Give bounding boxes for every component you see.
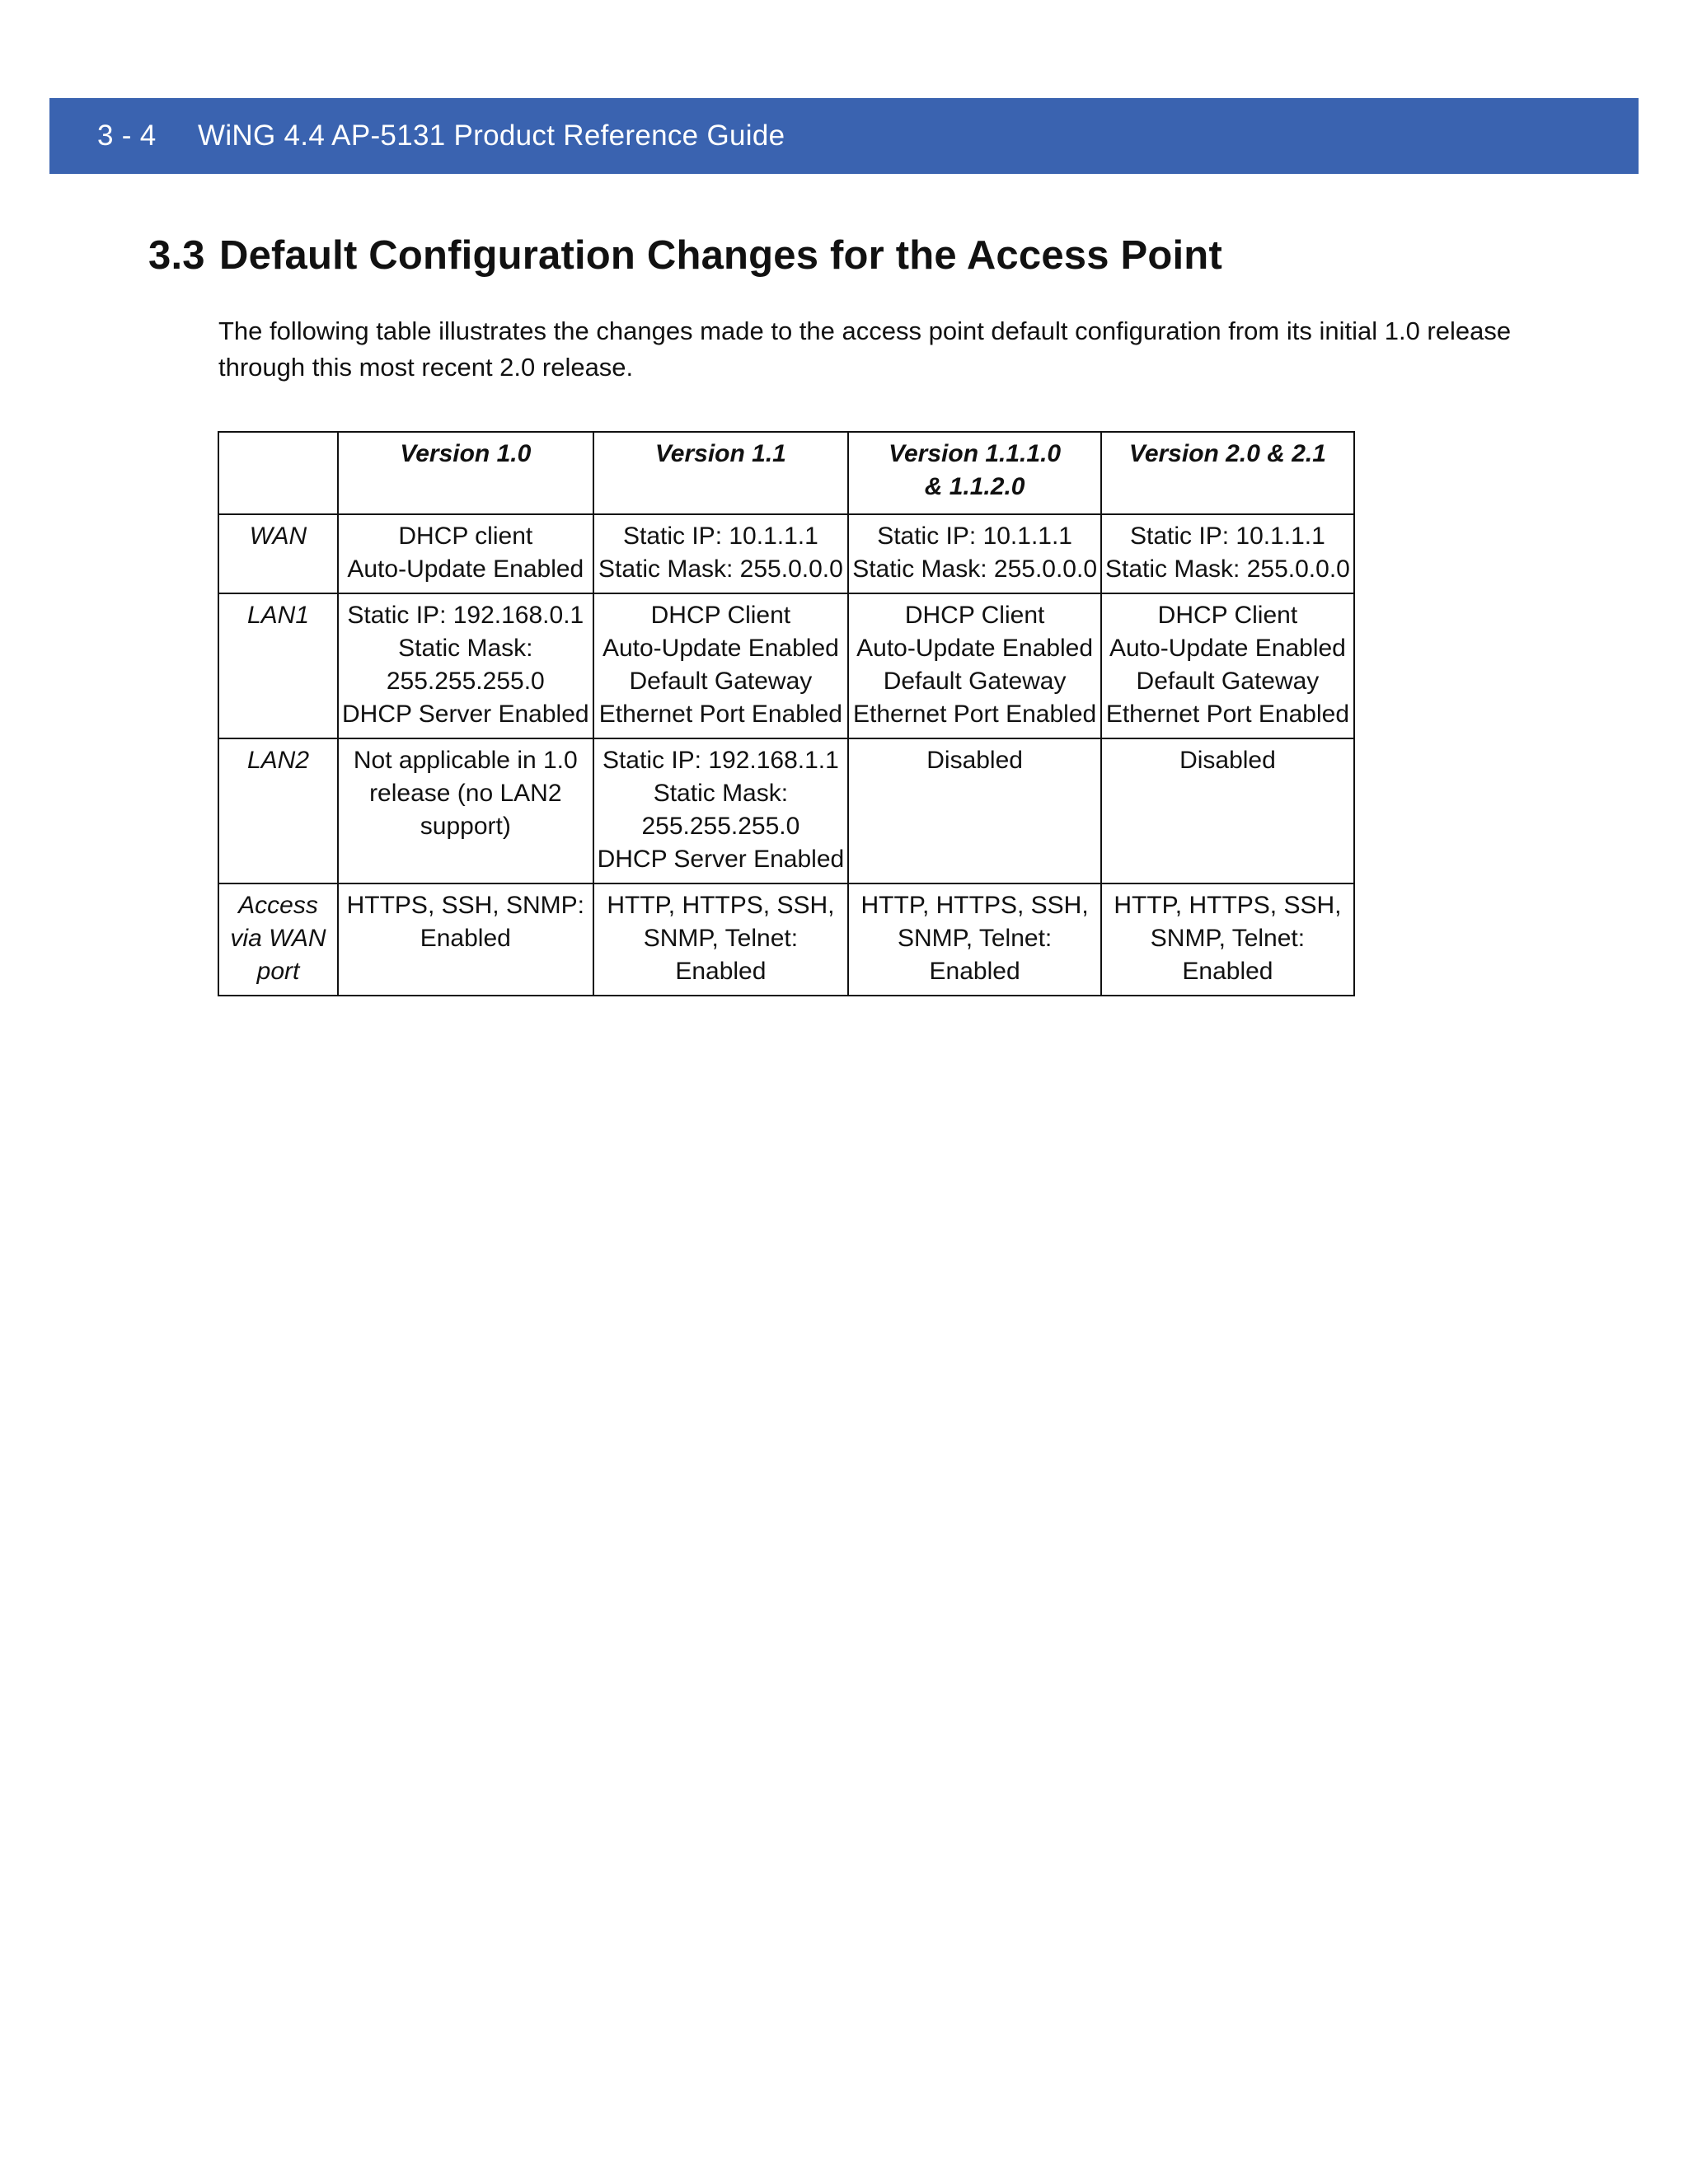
cell-line: SNMP, Telnet: [643,925,799,952]
cell-line: Static Mask: [653,780,789,807]
cell-line: HTTP, HTTPS, SSH, [1114,892,1342,919]
cell-line: Default Gateway [883,668,1067,695]
cell-line: Ethernet Port Enabled [1105,701,1350,728]
cell-line: Static IP: 10.1.1.1 [877,523,1072,550]
row-header-line: LAN2 [246,747,310,774]
column-header-line: & 1.1.2.0 [924,473,1025,500]
cell-line: DHCP client [398,523,533,550]
cell-line: Auto-Update Enabled [856,635,1094,662]
cell-line: Static Mask: 255.0.0.0 [1105,555,1350,583]
column-header-line: Version 1.1 [654,440,786,467]
cell-line: Enabled [929,958,1020,985]
table-row [218,883,1354,996]
cell-line: SNMP, Telnet: [897,925,1053,952]
table-cell [848,883,1101,996]
column-header-line: Version 2.0 & 2.1 [1128,440,1326,467]
column-header [1101,432,1354,514]
column-header [848,432,1101,514]
table-header-row [218,432,1354,514]
cell-line: 255.255.255.0 [386,668,545,695]
column-header [593,432,849,514]
section-title: Default Configuration Changes for the Access Point [219,233,1222,278]
row-header-line: WAN [249,523,307,550]
cell-line: HTTP, HTTPS, SSH, [860,892,1089,919]
cell-line: Auto-Update Enabled [1109,635,1346,662]
table-cell [593,514,849,593]
row-header [218,883,338,996]
row-header-line: port [256,958,300,985]
cell-line: Enabled [675,958,767,985]
section-heading [148,232,1222,279]
table-row [218,738,1354,883]
column-header-line: Version 1.1.1.0 [889,440,1062,467]
cell-line: Static IP: 10.1.1.1 [1130,523,1325,550]
cell-line: Ethernet Port Enabled [853,701,1097,728]
cell-line: Enabled [1182,958,1273,985]
cell-line: Auto-Update Enabled [602,635,839,662]
table-cell [1101,514,1354,593]
table-cell [1101,593,1354,738]
table-row [218,514,1354,593]
intro-line: through this most recent 2.0 release. [218,353,634,382]
row-header-line: via WAN [230,925,326,952]
row-header-line: Access [238,892,318,919]
table-cell [338,738,593,883]
cell-line: Static IP: 10.1.1.1 [622,523,818,550]
cell-line: Ethernet Port Enabled [598,701,842,728]
table-cell [848,514,1101,593]
cell-line: HTTP, HTTPS, SSH, [607,892,835,919]
page-number: 3 - 4 [97,120,157,152]
table-cell [593,738,849,883]
section-number: 3.3 [148,233,205,278]
column-header-corner [218,432,338,514]
cell-line: Default Gateway [1136,668,1320,695]
row-header [218,593,338,738]
cell-line: Auto-Update Enabled [347,555,584,583]
config-changes-table [218,431,1355,996]
row-header [218,514,338,593]
intro-paragraph [218,313,1537,386]
cell-line: Static IP: 192.168.1.1 [602,747,839,774]
table-cell [1101,738,1354,883]
intro-line: The following table illustrates the changes made to the access point default configuration from its initial 1.0 release [218,316,1512,345]
cell-line: DHCP Client [1157,602,1298,629]
cell-line: Not applicable in 1.0 [353,747,578,774]
table-cell [338,883,593,996]
column-header [338,432,593,514]
table-cell [1101,883,1354,996]
table-row [218,593,1354,738]
guide-title: WiNG 4.4 AP-5131 Product Reference Guide [198,120,785,152]
table-cell [848,593,1101,738]
cell-line: Static Mask: 255.0.0.0 [852,555,1098,583]
table-cell [593,883,849,996]
cell-line: Disabled [926,747,1023,774]
cell-line: support) [420,813,511,840]
cell-line: release (no LAN2 [369,780,562,807]
column-header-line: Version 1.0 [400,440,532,467]
table-cell [593,593,849,738]
cell-line: 255.255.255.0 [641,813,800,840]
cell-line: Static IP: 192.168.0.1 [347,602,584,629]
table-cell [338,593,593,738]
cell-line: Enabled [420,925,511,952]
row-header-line: LAN1 [246,602,310,629]
cell-line: DHCP Server Enabled [597,846,845,873]
cell-line: HTTPS, SSH, SNMP: [346,892,584,919]
table-cell [338,514,593,593]
cell-line: DHCP Client [650,602,791,629]
cell-line: SNMP, Telnet: [1150,925,1306,952]
cell-line: Static Mask: 255.0.0.0 [598,555,843,583]
table-cell [848,738,1101,883]
cell-line: DHCP Server Enabled [342,701,589,728]
cell-line: Static Mask: [398,635,533,662]
cell-line: Default Gateway [629,668,813,695]
cell-line: DHCP Client [904,602,1045,629]
row-header [218,738,338,883]
cell-line: Disabled [1179,747,1276,774]
page-header-bar [49,98,1639,174]
